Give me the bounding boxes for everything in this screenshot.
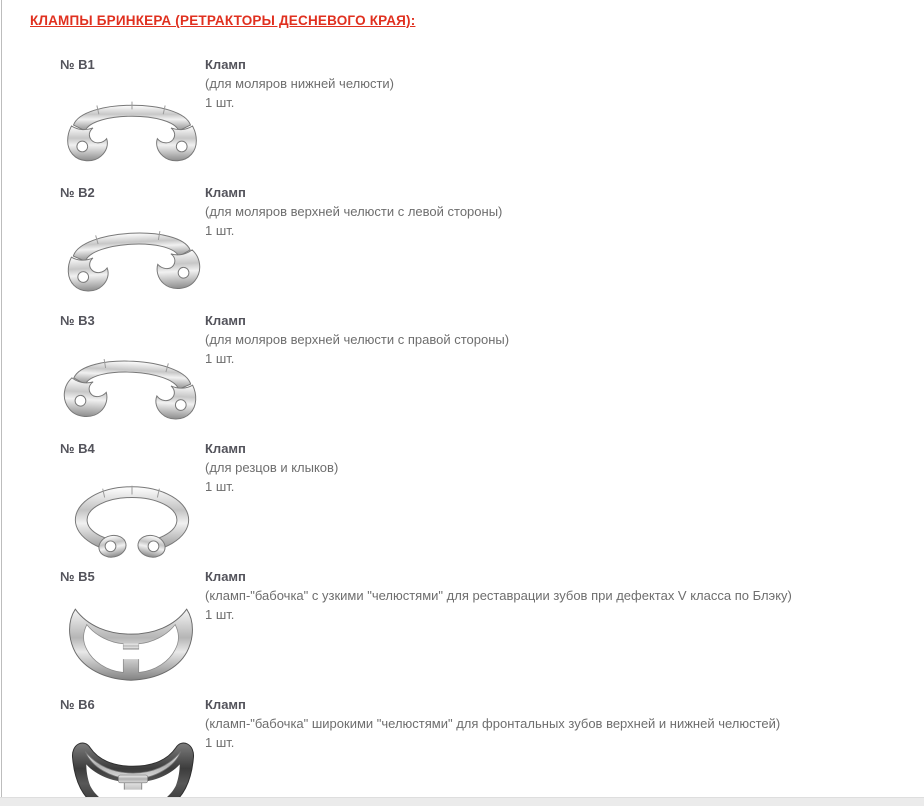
left-border-rule <box>1 0 2 806</box>
product-description: (для моляров верхней челюсти с левой стороны) <box>205 204 503 219</box>
catalog-title: КЛАМПЫ БРИНКЕРА (РЕТРАКТОРЫ ДЕСНЕВОГО КРАЯ): <box>30 13 416 28</box>
product-number: № B2 <box>60 185 95 200</box>
product-list <box>30 55 924 806</box>
product-number: № B3 <box>60 313 95 328</box>
product-quantity: 1 шт. <box>205 95 235 110</box>
product-description: (для моляров верхней челюсти с правой стороны) <box>205 332 510 347</box>
product-quantity: 1 шт. <box>205 607 235 622</box>
product-row <box>30 567 924 695</box>
product-name: Кламп <box>205 185 246 200</box>
product-row <box>30 439 924 567</box>
product-description: (для резцов и клыков) <box>205 460 339 475</box>
product-quantity: 1 шт. <box>205 351 235 366</box>
product-name: Кламп <box>205 569 246 584</box>
product-number: № B5 <box>60 569 95 584</box>
product-description: (для моляров нижней челюсти) <box>205 76 395 91</box>
clamp-b6-image <box>60 731 205 806</box>
clamp-b3-image <box>63 342 205 420</box>
product-name: Кламп <box>205 313 246 328</box>
clamp-b1-image <box>63 86 205 164</box>
product-number: № B1 <box>60 57 95 72</box>
clamp-b5-image <box>58 590 205 686</box>
product-number: № B6 <box>60 697 95 712</box>
product-name: Кламп <box>205 441 246 456</box>
product-row <box>30 183 924 311</box>
product-quantity: 1 шт. <box>205 735 235 750</box>
product-number: № B4 <box>60 441 95 456</box>
clamp-b2-image <box>63 214 205 292</box>
product-quantity: 1 шт. <box>205 223 235 238</box>
product-description: (кламп-"бабочка" с узкими "челюстями" для реставрации зубов при дефектах V класса по Блэку) <box>205 588 792 603</box>
product-row <box>30 311 924 439</box>
product-name: Кламп <box>205 697 246 712</box>
product-row <box>30 695 924 806</box>
product-quantity: 1 шт. <box>205 479 235 494</box>
product-description: (кламп-"бабочка" широкими "челюстями" для фронтальных зубов верхней и нижней челюстей) <box>205 716 781 731</box>
product-row <box>30 55 924 183</box>
clamp-b4-image <box>63 475 205 559</box>
product-name: Кламп <box>205 57 246 72</box>
bottom-scroll-strip <box>0 797 924 806</box>
